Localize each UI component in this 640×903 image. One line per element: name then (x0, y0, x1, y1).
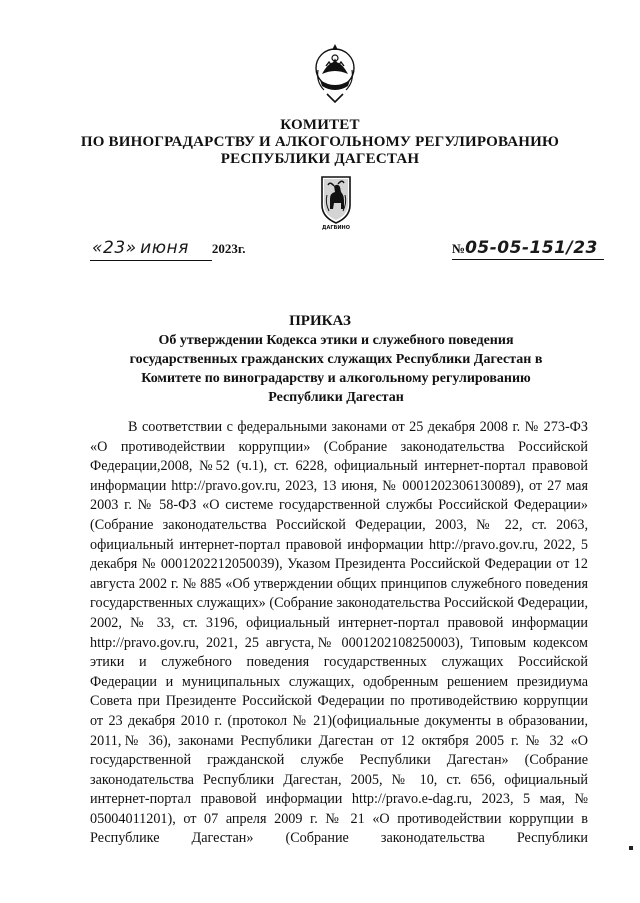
date-month: июня (140, 238, 189, 258)
scan-mark (629, 846, 633, 850)
date-open-quote: « (92, 238, 103, 258)
organization-name-line-1: КОМИТЕТ (280, 117, 360, 133)
number-value: 05-05-151/23 (465, 238, 598, 258)
organization-name-line-2: ПО ВИНОГРАДАРСТВУ И АЛКОГОЛЬНОМУ РЕГУЛИРОВАНИЮ (80, 134, 560, 150)
number-prefix: № (452, 241, 466, 256)
order-body (90, 418, 588, 849)
organization-name-line-3: РЕСПУБЛИКИ ДАГЕСТАН (220, 151, 420, 167)
order-title: ПРИКАЗ (289, 313, 351, 329)
dagestan-coat-of-arms-icon (314, 40, 356, 104)
date-day: 23 (103, 238, 126, 258)
date-close-quote: » (125, 238, 137, 258)
order-date (90, 238, 246, 261)
committee-crest-icon (318, 173, 354, 231)
order-subject: Об утверждении Кодекса этики и служебного поведения государственных гражданских служащих Республики Дагестан в Комитете по виноградарству и алкогольному регулированию Республики Дагестан (129, 333, 543, 405)
order-number (452, 238, 604, 260)
body-paragraph-1: В соответствии с федеральными законами от 25 декабря 2008 г. № 273-ФЗ «О противодействии коррупции» (Собрание законодательства Российской Федерации,2008, №52 (ч.1), ст. 6228, официальный интернет-портал правовой информации http://pravo.gov.ru, 2023, 13 июня, № 0001202306130089), от 27 мая 2003 г. № 58-ФЗ «О системе государственной службы Российской Федерации» (Собрание законодательства Российской Федерации, 2003, № 22, ст. 2063, официальный интернет-портал правовой информации http://pravo.gov.ru, 2022, 5 декабря № 0001202212050039), Указом Президента Российской Федерации от 12 августа 2002 г. № 885 «Об утверждении общих принципов служебного поведения государственных служащих» (Собрание законодательства Российской Федерации, 2002, № 33, ст. 3196, официальный интернет-портал правовой информации http://pravo.gov.ru, 2021, 25 августа,№ 0001202108250003), Типовым кодексом этики и служебного поведения государственных служащих Российской Федерации и муниципальных служащих, одобренным решением президиума Совета при Президенте Российской Федерации по противодействию коррупции от 23 декабря 2010 г. (протокол № 21)(официальные документы в образовании, 2011,№ 36), законами Республики Дагестан от 12 октября 2005 г. № 32 «О государственной гражданской службе Республики Дагестан» (Собрание законодательства Республики Дагестан, 2005, № 10, ст. 656, официальный интернет-портал правовой информации http://pravo.e-dag.ru, 2023, 5 мая, № 05004011201), от 07 апреля 2009 г. № 21 «О противодействии коррупции в Республике Дагестан» (Собрание законодательства Республики (90, 419, 588, 847)
crest-label: ДАГВИНО (322, 225, 350, 231)
date-year: 2023г. (211, 241, 246, 256)
